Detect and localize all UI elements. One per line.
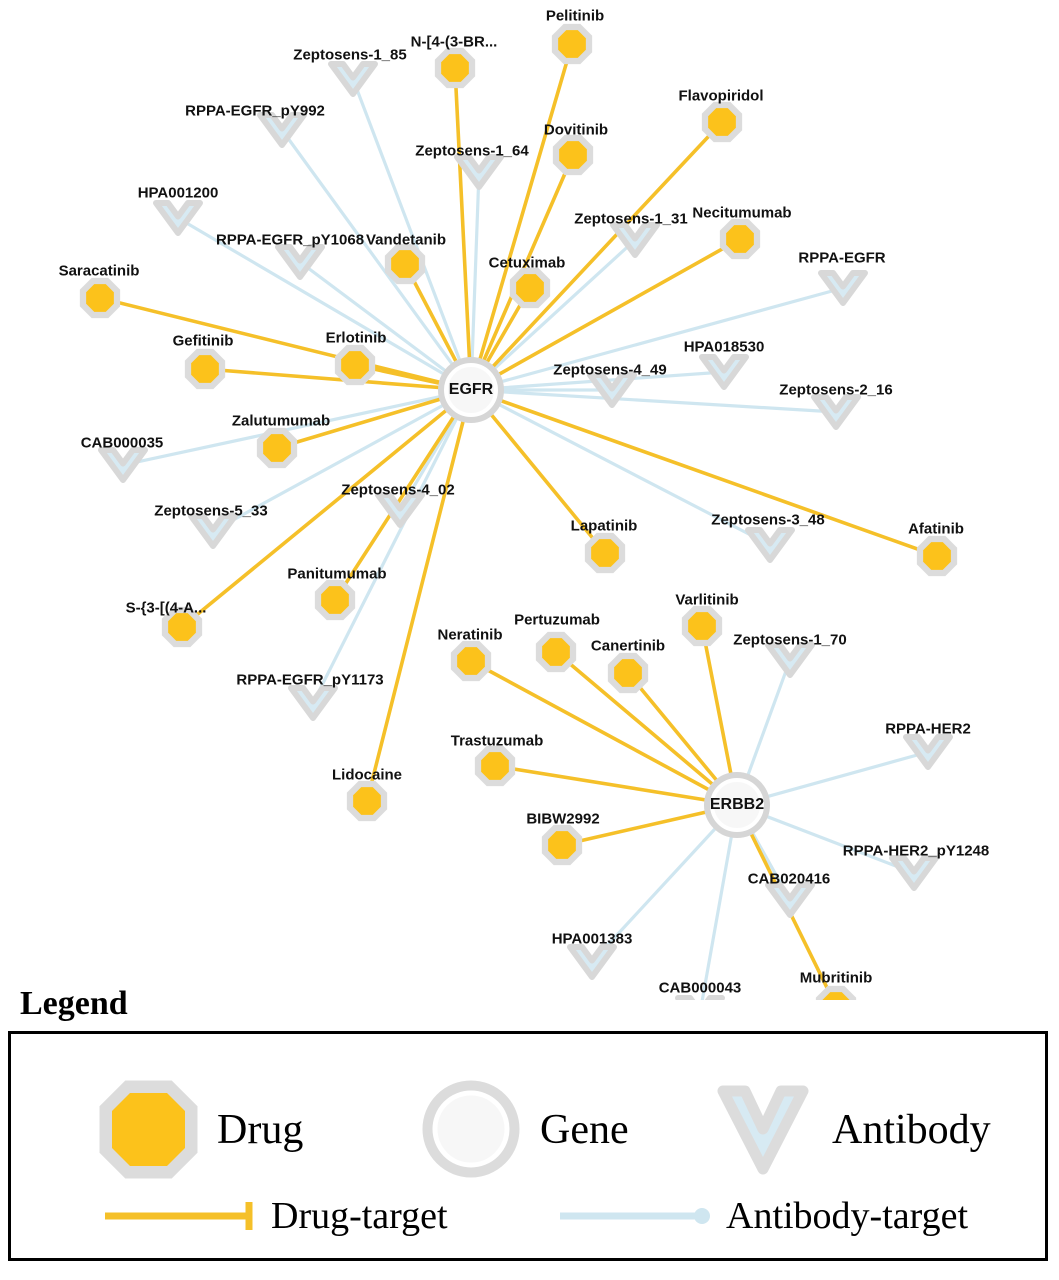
drug-node[interactable] [558,30,586,58]
drug-node-label: Zalutumumab [231,412,331,430]
antibody-node[interactable] [260,115,304,145]
drug-node-label: Pelitinib [545,7,605,25]
drug-node[interactable] [688,612,716,640]
drug-node-label: Flavopiridol [678,87,764,105]
legend [8,985,1048,1261]
legend-label-antibody-target: Antibody-target [726,1195,969,1237]
drug-node[interactable] [516,274,544,302]
drug-node-label: Necitumumab [692,204,792,222]
drug-node-label: Erlotinib [325,329,387,347]
antibody-node-label: Zeptosens-4_02 [341,481,455,499]
antibody-node-label: HPA018530 [683,338,765,356]
antibody-node-label: Zeptosens-1_70 [733,631,847,649]
drug-node[interactable] [391,250,419,278]
drug-node-label: BIBW2992 [526,810,600,828]
drug-node-label: Varlitinib [675,591,739,609]
antibody-node-label: Zeptosens-1_64 [415,142,529,160]
antibody-node-label: RPPA-HER2_pY1248 [842,842,990,860]
drug-node[interactable] [542,638,570,666]
antibody-node-label: Zeptosens-2_16 [779,381,893,399]
antibody-node-label: RPPA-EGFR [798,249,886,267]
gene-node-label: EGFR [448,381,494,398]
antibody-node-label: CAB000043 [658,979,742,997]
drug-node-label: Gefitinib [172,332,234,350]
drug-node-label: Mubritinib [799,969,873,987]
drug-node-label: S-{3-[(4-A... [125,599,207,617]
drug-node-label: Afatinib [908,520,964,538]
antibody-node-label: RPPA-EGFR_pY992 [185,102,325,120]
antibody-node-label: CAB000035 [80,434,164,452]
legend-box [8,1031,1048,1261]
drug-node-label: Dovitinib [543,121,609,139]
antibody-node[interactable] [331,64,375,94]
antibody-node[interactable] [821,273,865,303]
antibody-node[interactable] [191,516,235,546]
legend-item-antibody [711,1077,991,1182]
antibody-node-label: Zeptosens-4_49 [553,361,667,379]
gene-icon [419,1077,524,1182]
drug-node-label: Panitumumab [287,565,387,583]
antibody-icon [711,1077,816,1182]
drug-node-label: N-[4-(3-BR... [410,33,498,51]
drug-node-label: Neratinib [437,626,503,644]
drug-node[interactable] [559,141,587,169]
antibody-node-label: RPPA-EGFR_pY1173 [236,671,384,689]
drug-node[interactable] [457,647,485,675]
antibody-node-label: HPA001383 [551,930,633,948]
drug-node-label: Pertuzumab [514,611,600,629]
antibody-node-label: Zeptosens-3_48 [711,511,825,529]
antibody-target-edge-icon [556,1196,716,1236]
legend-label-drug: Drug [217,1106,304,1153]
antibody-node-label: Zeptosens-5_33 [154,502,268,520]
drug-node[interactable] [548,831,576,859]
antibody-node-label: Zeptosens-1_31 [574,210,688,228]
antibody-node[interactable] [748,530,792,560]
antibody-node[interactable] [892,858,936,888]
drug-node[interactable] [923,542,951,570]
drug-node[interactable] [321,586,349,614]
legend-label-drug-target: Drug-target [271,1195,448,1237]
legend-edge-drug-target [101,1194,448,1238]
legend-item-gene [419,1077,629,1182]
drug-node[interactable] [614,659,642,687]
drug-node-label: Canertinib [590,637,666,655]
antibody-node-label: RPPA-EGFR_pY1068 [215,231,365,249]
drug-node[interactable] [263,434,291,462]
drug-target-edge-icon [101,1196,261,1236]
antibody-node[interactable] [101,450,145,480]
antibody-node[interactable] [906,737,950,767]
drug-node-label: Cetuximab [488,254,566,272]
drug-node[interactable] [591,539,619,567]
antibody-node[interactable] [768,645,812,675]
drug-node[interactable] [353,787,381,815]
antibody-target-edge [313,390,471,703]
drug-node[interactable] [708,108,736,136]
legend-title: Legend [20,985,128,1022]
antibody-node-label: CAB020416 [747,870,831,888]
drug-node[interactable] [341,351,369,379]
legend-label-gene: Gene [540,1106,629,1153]
drug-node[interactable] [481,752,509,780]
antibody-node[interactable] [291,688,335,718]
drug-node[interactable] [441,54,469,82]
drug-node-label: Vandetanib [365,231,447,249]
drug-icon [96,1077,201,1182]
antibody-node[interactable] [570,947,614,977]
drug-node[interactable] [168,613,196,641]
antibody-node-label: RPPA-HER2 [885,720,971,738]
antibody-node[interactable] [768,885,812,915]
drug-node-label: Saracatinib [58,262,140,280]
drug-node[interactable] [726,225,754,253]
antibody-node-label: Zeptosens-1_85 [293,46,407,64]
antibody-node-label: HPA001200 [137,184,219,202]
gene-node-label: ERBB2 [709,796,765,813]
drug-node[interactable] [191,355,219,383]
antibody-node[interactable] [613,225,657,255]
drug-node-label: Trastuzumab [450,732,544,750]
antibody-node[interactable] [457,157,501,187]
legend-label-antibody: Antibody [832,1106,991,1153]
legend-item-drug [96,1077,303,1182]
drug-node[interactable] [86,284,114,312]
drug-node-label: Lidocaine [331,766,403,784]
drug-node-label: Lapatinib [570,517,638,535]
drug-target-edge [455,68,471,390]
legend-edge-antibody-target [556,1194,968,1238]
